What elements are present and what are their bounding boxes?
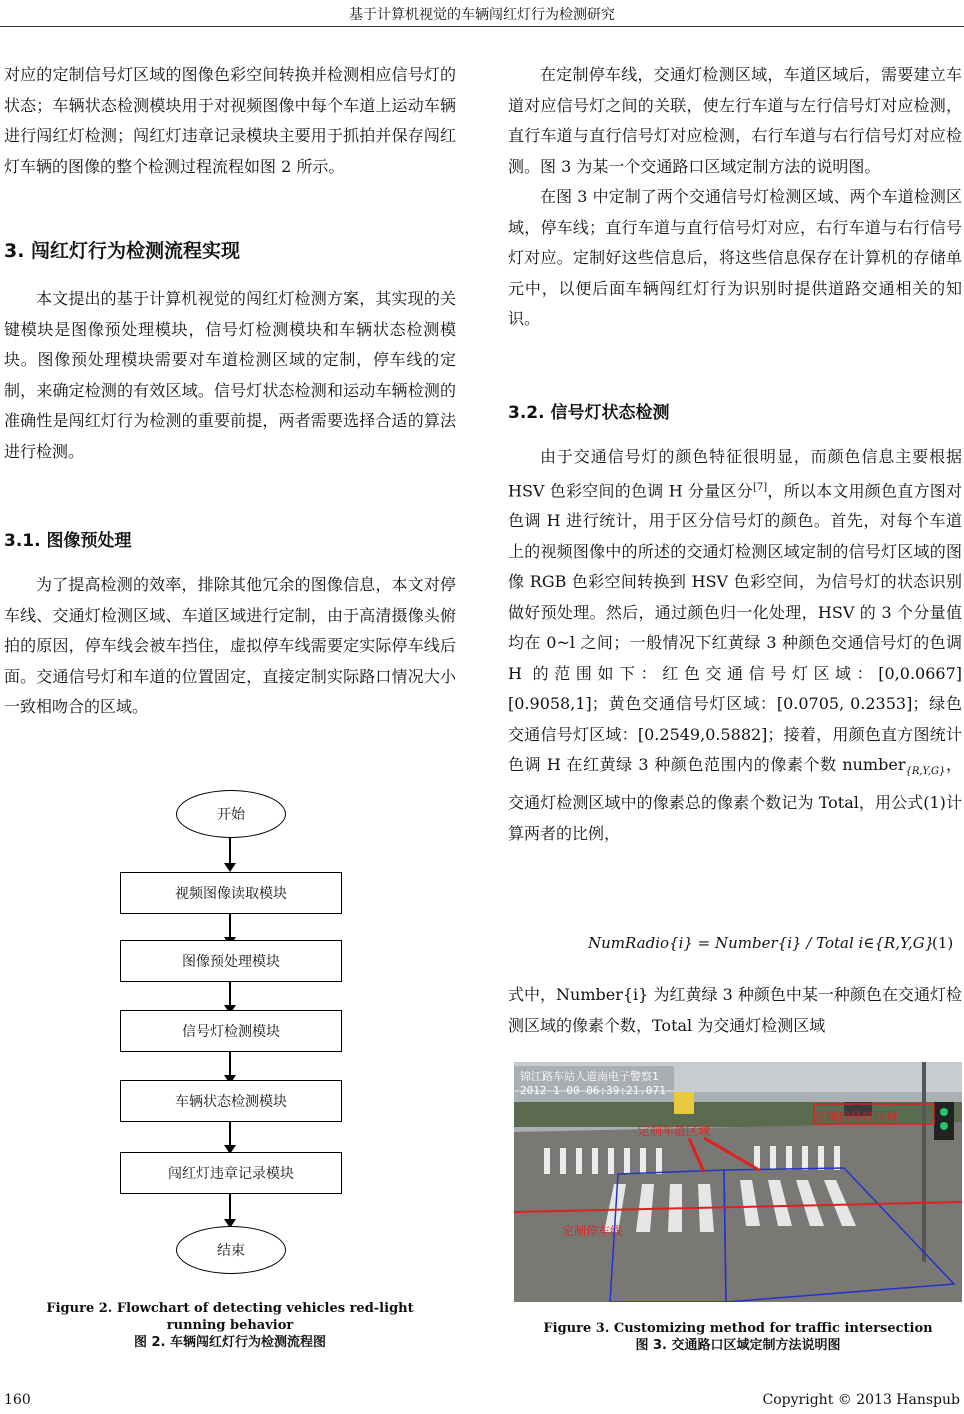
- section-3-2-text-b: ，所以本文用颜色直方图对色调 H 进行统计，用于区分信号灯的颜色。首先，对每个车道上的视频图像中的所述的交通灯检测区域定制的信号灯区域的图像 RGB 色彩空间转换到 HSV 色彩空间，为信号灯的状态识别做好预处理。然后，通过颜色归一化处理，HSV 的 3 个分量值均在 0~l 之间；一般情况下红黄绿 3 种颜色交通信号灯的色调 H 的范围如下：红色交通信号灯区域：[0,0.0667][0.9058,1]；黄色交通信号灯区域：[0.0705, 0.2353]；绿色交通信号灯区域：[0.2549,0.5882]；接着，用颜色直方图统计色调 H 在红黄绿 3 种颜色范围内的像素个数 number: [508, 480, 962, 775]
- right-paragraphs: [508, 60, 962, 335]
- label-custom-stop-line: 定制停车线: [562, 1224, 623, 1238]
- right-paragraph-2: 在图 3 中定制了两个交通信号灯检测区域、两个车道检测区域，停车线；直行车道与直行信号灯对应，右行车道与右行信号灯对应。定制好这些信息后，将这些信息保存在计算机的存储单元中，以便后面车辆闯红灯行为识别时提供道路交通相关的知识。: [508, 187, 962, 328]
- section-3-2-paragraph: [508, 442, 962, 849]
- copyright: Copyright © 2013 Hanspub: [762, 1392, 960, 1408]
- formula-1-expression: NumRadio{i} = Number{i} / Total i∈{R,Y,G}: [588, 934, 935, 952]
- formula-1-number: (1): [932, 934, 954, 952]
- running-header: 基于计算机视觉的车辆闯红灯行为检测研究: [349, 7, 615, 23]
- formula-1: [588, 934, 964, 952]
- flow-arrow: [229, 914, 231, 938]
- flow-arrow: [229, 838, 231, 864]
- figure-2-caption: [20, 1300, 440, 1351]
- flow-arrow: [229, 982, 231, 1006]
- label-custom-lane-area: 定制车道区域: [638, 1124, 711, 1138]
- section-3-2-text-c: ，交通灯检测区域中的像素总的像素个数记为 Total，用公式(1)计算两者的比例，: [508, 755, 962, 843]
- intersection-photo: [514, 1062, 962, 1302]
- section-3-paragraph: [4, 284, 456, 467]
- section-3-text: 本文提出的基于计算机视觉的闯红灯检测方案，其实现的关键模块是图像预处理模块，信号灯检测模块和车辆状态检测模块。图像预处理模块需要对车道检测区域的定制，停车线的定制，来确定检测的有效区域。信号灯状态检测和运动车辆检测的准确性是闯红灯行为检测的重要前提，两者需要选择合适的算法进行检测。: [4, 289, 456, 461]
- flow-arrow: [229, 1122, 231, 1146]
- section-3-2-title: 3.2. 信号灯状态检测: [508, 403, 670, 423]
- right-paragraph-1: 在定制停车线，交通灯检测区域，车道区域后，需要建立车道对应信号灯之间的关联，使左行车道与左行信号灯对应检测，直行车道与直行信号灯对应检测，右行车道与右行信号灯对应检测。图 3 为某一个交通路口区域定制方法的说明图。: [508, 65, 962, 176]
- flowchart-step-video-read: 视频图像读取模块: [120, 872, 342, 914]
- flowchart-step-violation-record: 闯红灯违章记录模块: [120, 1152, 342, 1194]
- section-3-2-text: [508, 442, 962, 849]
- page-number: 160: [4, 1392, 31, 1408]
- figure-3-caption-en: Figure 3. Customizing method for traffic intersection: [543, 1321, 933, 1336]
- figure-2-caption-cn: 图 2. 车辆闯红灯行为检测流程图: [133, 1335, 327, 1350]
- left-intro-paragraph: [4, 60, 456, 182]
- flowchart-step-preprocess: 图像预处理模块: [120, 940, 342, 982]
- header-rule: [0, 26, 964, 27]
- section-3-1-paragraph: [4, 570, 456, 723]
- figure-2-caption-en: Figure 2. Flowchart of detecting vehicles red-light running behavior: [46, 1301, 414, 1333]
- flow-arrow: [229, 1052, 231, 1076]
- flow-arrow: [229, 1194, 231, 1220]
- photo-osd-line-1: 锦江路车站人道南电子警察1: [520, 1070, 659, 1083]
- section-3-2-text-a: 由于交通信号灯的颜色特征很明显，而颜色信息主要根据 HSV 色彩空间的色调 H 分量区分: [508, 447, 962, 500]
- number-subscript: {R,Y,G}: [905, 766, 946, 778]
- flowchart-end: 结束: [176, 1226, 286, 1274]
- after-formula-text: 式中，Number{i} 为红黄绿 3 种颜色中某一种颜色在交通灯检测区域的像素个数，Total 为交通灯检测区域: [508, 985, 962, 1035]
- section-3-1-title: 3.1. 图像预处理: [4, 531, 132, 551]
- left-intro-text: 对应的定制信号灯区域的图像色彩空间转换并检测相应信号灯的状态；车辆状态检测模块用于对视频图像中每个车道上运动车辆进行闯红灯检测；闯红灯违章记录模块主要用于抓拍并保存闯红灯车辆的图像的整个检测过程流程如图 2 所示。: [4, 65, 456, 176]
- citation-7: [7]: [752, 481, 768, 493]
- figure-3-caption: [514, 1320, 962, 1354]
- section-3-title: 3. 闯红灯行为检测流程实现: [4, 240, 241, 262]
- figure-3-caption-cn: 图 3. 交通路口区域定制方法说明图: [635, 1338, 841, 1353]
- flowchart-step-vehicle-state: 车辆状态检测模块: [120, 1080, 342, 1122]
- after-formula-paragraph: [508, 980, 962, 1041]
- photo-osd-line-2: 2012 1 00 06:39:21.071: [520, 1084, 666, 1097]
- section-3-1-text: 为了提高检测的效率，排除其他冗余的图像信息，本文对停车线、交通灯检测区域、车道区域进行定制，由于高清摄像头俯拍的原因，停车线会被车挡住，虚拟停车线需要定实际停车线后面。交通信号灯和车道的位置固定，直接定制实际路口情况大小一致相吻合的区域。: [4, 575, 456, 716]
- label-custom-signal-area: 定制信号灯区域: [814, 1110, 899, 1124]
- flowchart-start: 开始: [176, 790, 286, 838]
- intersection-scene: [514, 1062, 962, 1302]
- flowchart-step-signal-detect: 信号灯检测模块: [120, 1010, 342, 1052]
